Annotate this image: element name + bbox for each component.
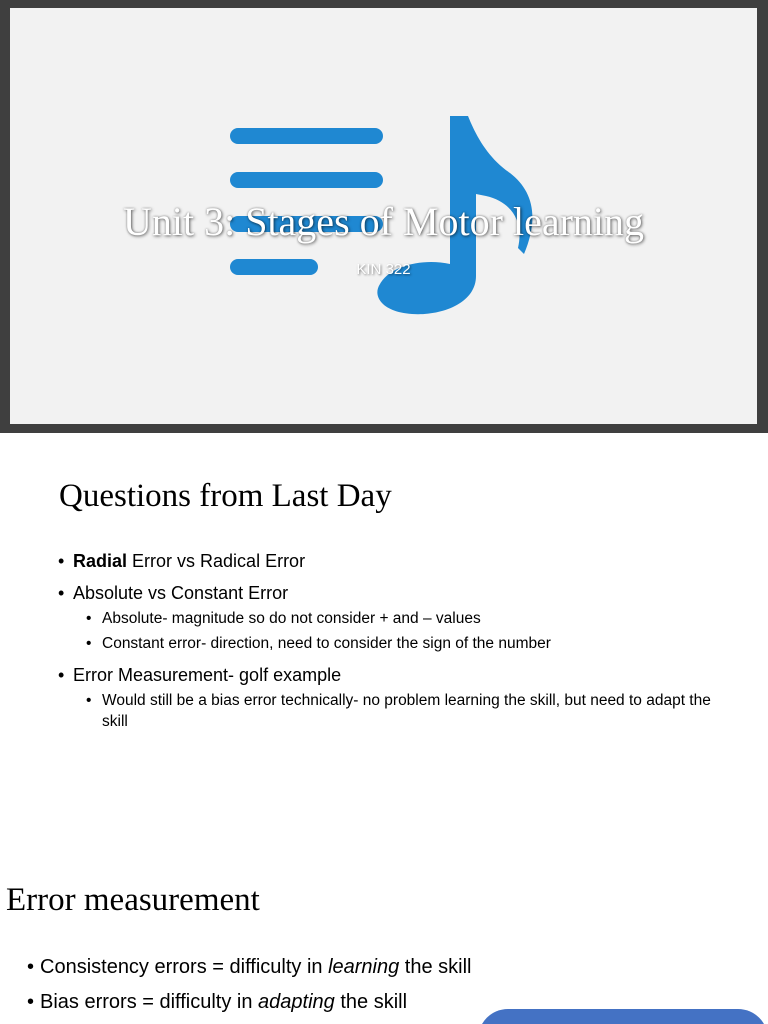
decorative-shape: [478, 1009, 768, 1024]
title-slide-canvas: [10, 8, 757, 424]
emphasis-text: adapting: [258, 991, 335, 1013]
list-item-text: Bias errors = difficulty in: [40, 991, 259, 1013]
slide-title: Questions from Last Day: [59, 478, 392, 514]
list-item-text: Error vs Radical Error: [127, 551, 306, 571]
list-item: • Absolute vs Constant Error: [58, 582, 738, 604]
list-item: [27, 955, 727, 979]
slide-subtitle: KIN 322: [356, 261, 411, 278]
sub-list-item: • Constant error- direction, need to consider the sign of the number: [86, 633, 738, 654]
emphasis-text: learning: [328, 956, 400, 978]
error-measurement-slide: [0, 853, 768, 1024]
list-item: • Error Measurement- golf example: [58, 664, 738, 686]
list-item: [58, 550, 738, 572]
sub-list-item: • Would still be a bias error technically- no problem learning the skill, but need to adapt the skill: [86, 690, 738, 732]
questions-slide: [0, 433, 768, 853]
title-slide: [0, 0, 768, 433]
list-item-text: the skill: [334, 991, 408, 1013]
slide-title: Unit 3: Stages of Motor learning: [122, 199, 645, 244]
list-item-text: the skill: [399, 956, 472, 978]
sub-list-item: • Absolute- magnitude so do not consider + and – values: [86, 608, 738, 629]
slide-title: Error measurement: [6, 882, 260, 918]
bold-term: Radial: [73, 551, 128, 571]
list-item-text: Consistency errors = difficulty in: [40, 956, 329, 978]
bullet-list: [58, 550, 738, 736]
